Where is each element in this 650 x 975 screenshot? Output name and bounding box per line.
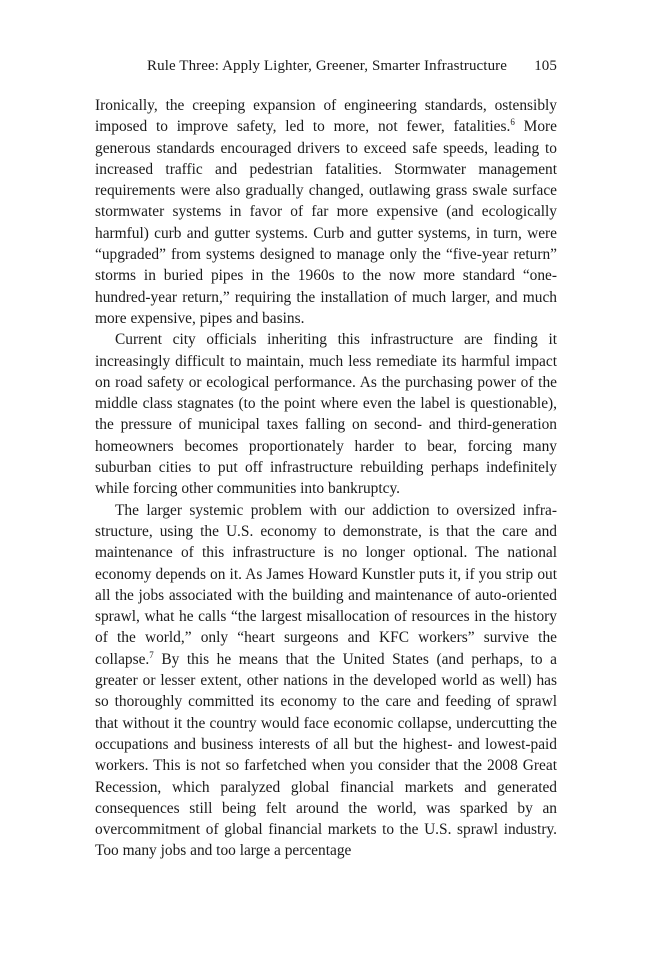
paragraph-1 [95,95,557,329]
running-head [95,58,557,78]
chapter-title: Rule Three: Apply Lighter, Greener, Smarter Infrastructure [147,58,508,74]
paragraph-text: More generous standards encouraged drivers to exceed safe speeds, leading to increased traffic and pedestrian fatalities. Stormwater management requirements were also gradually changed, outlawing grass swale surface stormwater systems in favor of far more expensive (and ecologically harmful) curb and gutter systems. Curb and gutter systems, in turn, were “upgraded” from systems designed to manage only the “five-year return” storms in buried pipes in the 1960s to the now more standard “one-hundred-year return,” requiring the installation of much larger, and much more expensive, pipes and basins. [95,118,557,327]
footnote-marker-6: 6 [510,117,515,128]
footnote-marker-7: 7 [149,649,154,660]
body-text [95,95,557,862]
paragraph-text: Current city officials inheriting this infrastructure are finding it increasingly difficult to maintain, much less remediate its harmful impact on road safety or ecological performance. As the purchasing power of the middle class stagnates (to the point where even the label is questionable), the pressure of municipal taxes falling on second- and third-generation homeowners becomes proportionately harder to bear, forcing many suburban cities to put off infrastructure rebuilding perhaps indefinitely while forcing other communities into bankruptcy. [95,331,557,498]
paragraph-text: Ironically, the creeping expansion of engineering standards, ostensibly imposed to improve safety, led to more, not fewer, fatalities. [95,97,557,136]
paragraph-text: By this he means that the United States (and perhaps, to a greater or lesser extent, other nations in the developed world as well) has so thoroughly committed its economy to the care and feeding of sprawl that without it the country would face economic collapse, undercutting the occupations and business interests of all but the highest- and lowest-paid workers. This is not so farfetched when you consider that the 2008 Great Recession, which paralyzed global financial markets and generated consequences still being felt around the world, was sparked by an overcommitment of global financial markets to the U.S. sprawl industry. Too many jobs and too large a percentage [95,650,557,860]
paragraph-2 [95,329,557,499]
paragraph-3 [95,500,557,862]
page-number: 105 [534,58,557,74]
paragraph-text: The larger systemic problem with our addiction to oversized infrastructure, using the U.S. economy to demonstrate, is that the care and maintenance of this infrastructure is no longer optional. The national economy depends on it. As James Howard Kunstler puts it, if you strip out all the jobs associated with the building and maintenance of auto-oriented sprawl, what he calls “the largest misallocation of resources in the history of the world,” only “heart surgeons and KFC workers” survive the collapse. [95,501,557,668]
